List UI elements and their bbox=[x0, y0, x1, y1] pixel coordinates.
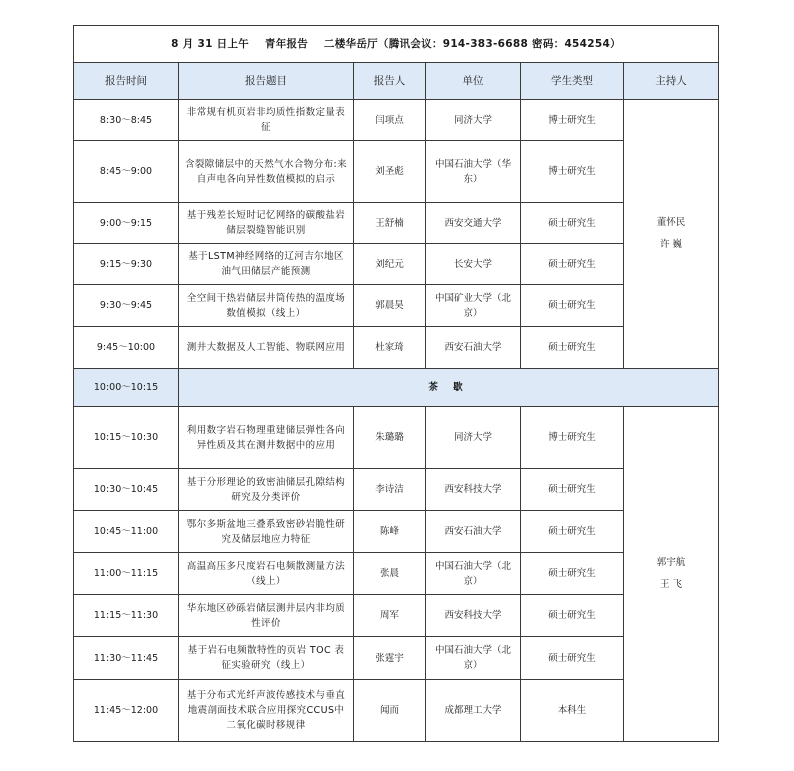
student-type-cell: 硕士研究生 bbox=[521, 203, 624, 244]
schedule-table bbox=[73, 25, 719, 742]
table-row bbox=[74, 637, 719, 680]
unit-cell: 同济大学 bbox=[426, 407, 521, 469]
student-type-cell: 硕士研究生 bbox=[521, 637, 624, 680]
unit-cell: 中国石油大学（北京） bbox=[426, 553, 521, 595]
column-header: 学生类型 bbox=[521, 63, 624, 100]
break-row bbox=[74, 369, 719, 407]
header-row bbox=[74, 63, 719, 100]
unit-cell: 中国矿业大学（北京） bbox=[426, 285, 521, 327]
unit-cell: 西安石油大学 bbox=[426, 327, 521, 369]
table-title bbox=[74, 26, 719, 63]
unit-cell: 西安科技大学 bbox=[426, 469, 521, 511]
unit-cell: 同济大学 bbox=[426, 100, 521, 141]
student-type-cell: 博士研究生 bbox=[521, 100, 624, 141]
table-row bbox=[74, 553, 719, 595]
time-cell: 9:45～10:00 bbox=[74, 327, 179, 369]
student-type-cell: 硕士研究生 bbox=[521, 327, 624, 369]
speaker-cell: 朱璐璐 bbox=[354, 407, 426, 469]
student-type-cell: 硕士研究生 bbox=[521, 244, 624, 285]
unit-cell: 西安交通大学 bbox=[426, 203, 521, 244]
time-cell: 11:45～12:00 bbox=[74, 680, 179, 742]
host-cell bbox=[624, 100, 719, 369]
topic-cell: 基于残差长短时记忆网络的碳酸盐岩储层裂缝智能识别 bbox=[179, 203, 354, 244]
time-cell: 10:15～10:30 bbox=[74, 407, 179, 469]
speaker-cell: 杜家琦 bbox=[354, 327, 426, 369]
student-type-cell: 硕士研究生 bbox=[521, 469, 624, 511]
host-name: 许 巍 bbox=[660, 239, 683, 250]
speaker-cell: 闻而 bbox=[354, 680, 426, 742]
unit-cell: 长安大学 bbox=[426, 244, 521, 285]
unit-cell: 西安科技大学 bbox=[426, 595, 521, 637]
time-cell: 9:30～9:45 bbox=[74, 285, 179, 327]
unit-cell: 西安石油大学 bbox=[426, 511, 521, 553]
topic-cell: 基于分布式光纤声波传感技术与垂直地震剖面技术联合应用探究CCUS中二氧化碳时移规律 bbox=[179, 680, 354, 742]
break-label: 茶 歇 bbox=[179, 369, 719, 407]
topic-cell: 高温高压多尺度岩石电频散测量方法（线上） bbox=[179, 553, 354, 595]
table-row bbox=[74, 595, 719, 637]
topic-cell: 鄂尔多斯盆地三叠系致密砂岩脆性研究及储层地应力特征 bbox=[179, 511, 354, 553]
table-row bbox=[74, 469, 719, 511]
table-row bbox=[74, 327, 719, 369]
title-venue: 二楼华岳厅 bbox=[323, 37, 378, 50]
time-cell: 10:45～11:00 bbox=[74, 511, 179, 553]
time-cell: 10:30～10:45 bbox=[74, 469, 179, 511]
speaker-cell: 陈峰 bbox=[354, 511, 426, 553]
speaker-cell: 李诗洁 bbox=[354, 469, 426, 511]
speaker-cell: 王舒楠 bbox=[354, 203, 426, 244]
unit-cell: 成都理工大学 bbox=[426, 680, 521, 742]
host-cell bbox=[624, 407, 719, 742]
student-type-cell: 本科生 bbox=[521, 680, 624, 742]
topic-cell: 基于岩石电频散特性的页岩 TOC 表征实验研究（线上） bbox=[179, 637, 354, 680]
speaker-cell: 张霆宇 bbox=[354, 637, 426, 680]
time-cell: 10:00～10:15 bbox=[74, 369, 179, 407]
speaker-cell: 闫项点 bbox=[354, 100, 426, 141]
student-type-cell: 博士研究生 bbox=[521, 141, 624, 203]
table-row bbox=[74, 285, 719, 327]
topic-cell: 非常规有机页岩非均质性指数定量表征 bbox=[179, 100, 354, 141]
table-row bbox=[74, 407, 719, 469]
column-header: 主持人 bbox=[624, 63, 719, 100]
column-header: 报告人 bbox=[354, 63, 426, 100]
student-type-cell: 博士研究生 bbox=[521, 407, 624, 469]
schedule-sheet bbox=[73, 25, 718, 742]
host-name: 董怀民 bbox=[656, 217, 686, 228]
time-cell: 8:45～9:00 bbox=[74, 141, 179, 203]
topic-cell: 基于LSTM神经网络的辽河吉尔地区油气田储层产能预测 bbox=[179, 244, 354, 285]
topic-cell: 基于分形理论的致密油储层孔隙结构研究及分类评价 bbox=[179, 469, 354, 511]
table-row bbox=[74, 203, 719, 244]
table-row bbox=[74, 511, 719, 553]
speaker-cell: 刘纪元 bbox=[354, 244, 426, 285]
topic-cell: 利用数字岩石物理重建储层弹性各向异性质及其在测井数据中的应用 bbox=[179, 407, 354, 469]
student-type-cell: 硕士研究生 bbox=[521, 553, 624, 595]
table-row bbox=[74, 141, 719, 203]
host-name: 王 飞 bbox=[660, 579, 683, 590]
column-header: 报告题目 bbox=[179, 63, 354, 100]
speaker-cell: 周军 bbox=[354, 595, 426, 637]
speaker-cell: 郭晨昊 bbox=[354, 285, 426, 327]
time-cell: 8:30～8:45 bbox=[74, 100, 179, 141]
host-name: 郭宇航 bbox=[656, 557, 686, 568]
student-type-cell: 硕士研究生 bbox=[521, 511, 624, 553]
unit-cell: 中国石油大学（北京） bbox=[426, 637, 521, 680]
time-cell: 11:15～11:30 bbox=[74, 595, 179, 637]
title-date: 8 月 31 日上午 bbox=[171, 37, 250, 50]
column-header: 单位 bbox=[426, 63, 521, 100]
time-cell: 11:30～11:45 bbox=[74, 637, 179, 680]
title-meeting: （腾讯会议：914-383-6688 密码：454254） bbox=[377, 37, 621, 50]
student-type-cell: 硕士研究生 bbox=[521, 285, 624, 327]
column-header: 报告时间 bbox=[74, 63, 179, 100]
time-cell: 11:00～11:15 bbox=[74, 553, 179, 595]
unit-cell: 中国石油大学（华东） bbox=[426, 141, 521, 203]
time-cell: 9:15～9:30 bbox=[74, 244, 179, 285]
table-row bbox=[74, 244, 719, 285]
table-row bbox=[74, 100, 719, 141]
speaker-cell: 刘圣彪 bbox=[354, 141, 426, 203]
speaker-cell: 张晨 bbox=[354, 553, 426, 595]
topic-cell: 含裂隙储层中的天然气水合物分布:来自声电各向异性数值模拟的启示 bbox=[179, 141, 354, 203]
topic-cell: 测井大数据及人工智能、物联网应用 bbox=[179, 327, 354, 369]
title-section: 青年报告 bbox=[264, 37, 309, 50]
time-cell: 9:00～9:15 bbox=[74, 203, 179, 244]
topic-cell: 华东地区砂砾岩储层测井层内非均质性评价 bbox=[179, 595, 354, 637]
table-row bbox=[74, 680, 719, 742]
topic-cell: 全空间干热岩储层井筒传热的温度场数值模拟（线上） bbox=[179, 285, 354, 327]
student-type-cell: 硕士研究生 bbox=[521, 595, 624, 637]
